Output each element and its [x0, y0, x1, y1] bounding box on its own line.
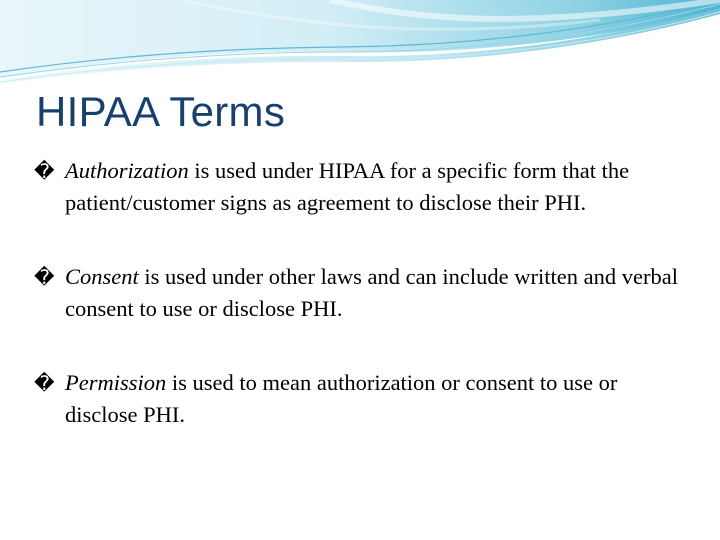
definition-authorization: is used under HIPAA for a specific form that the patient/customer signs as agreement to disclose their PHI.	[65, 158, 630, 215]
bullet-consent	[34, 261, 694, 325]
bullet-marker-icon: �	[34, 265, 55, 289]
bullet-marker-icon: �	[34, 371, 55, 395]
header-wave-decoration	[0, 0, 720, 90]
bullet-permission	[34, 367, 694, 431]
term-consent: Consent	[65, 264, 139, 289]
definition-permission: is used to mean authorization or consent to use or disclose PHI.	[65, 370, 618, 427]
slide-title: HIPAA Terms	[36, 88, 286, 135]
bullet-marker-icon: �	[34, 159, 55, 183]
definition-consent: is used under other laws and can include written and verbal consent to use or disclose PHI.	[65, 264, 678, 321]
bullet-authorization	[34, 155, 694, 219]
bullet-list	[34, 155, 694, 473]
term-permission: Permission	[65, 370, 167, 395]
term-authorization: Authorization	[65, 158, 189, 183]
